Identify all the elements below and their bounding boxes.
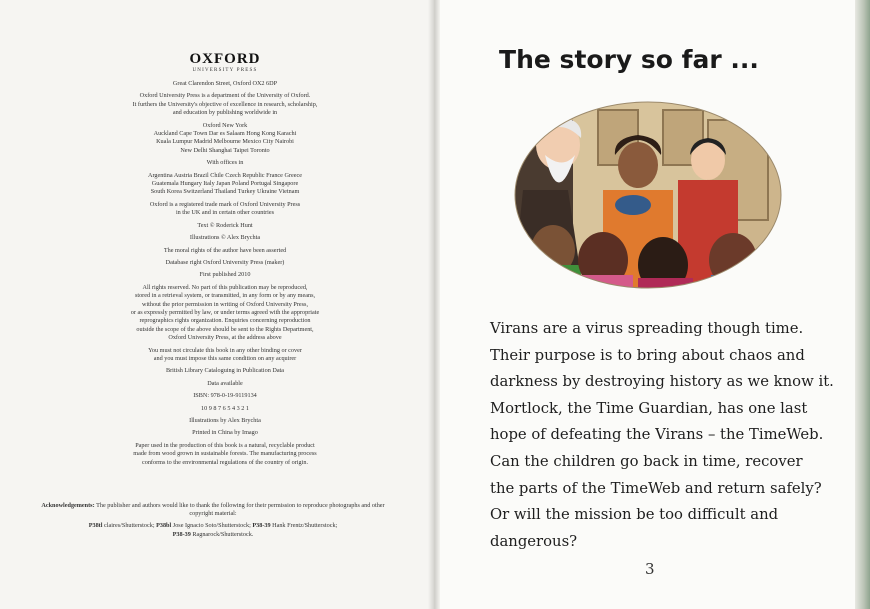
- imprint-line: Kuala Lumpur Madrid Melbourne Mexico City Nairobi: [156, 138, 294, 146]
- story-title: The story so far ...: [499, 45, 759, 74]
- imprint-paragraph: [60, 284, 390, 343]
- imprint-line: ISBN: 978-0-19-9119134: [193, 392, 257, 400]
- imprint-paragraph: [60, 172, 390, 197]
- imprint-line: without the prior permission in writing of Oxford University Press,: [141, 300, 308, 308]
- page-number: 3: [645, 560, 655, 578]
- imprint-line: You must not circulate this book in any other binding or cover: [148, 346, 302, 354]
- imprint-line: Illustrations by Alex Brychta: [189, 417, 261, 424]
- story-text: [490, 316, 834, 555]
- credit-ref: P38tl: [88, 522, 103, 530]
- imprint-line: New Delhi Shanghai Taipei Toronto: [180, 146, 270, 154]
- story-line: the parts of the TimeWeb and return safely?: [490, 479, 822, 497]
- imprint-line: Oxford University Press is a department of the University of Oxford.: [139, 92, 311, 100]
- imprint-line: Database right Oxford University Press (maker): [165, 258, 285, 266]
- imprint-line: Oxford University Press, at the address above: [168, 334, 282, 342]
- story-line: Or will the mission be too difficult and: [490, 506, 779, 524]
- imprint-line: South Korea Switzerland Thailand Turkey Ukraine Vietnam: [150, 188, 300, 196]
- acknowledgements-label: Acknowledgements:: [41, 502, 95, 509]
- credit-text: claires/Shutterstock;: [104, 522, 155, 530]
- imprint-line: reprographics rights organization. Enquiries concerning reproduction: [139, 317, 311, 325]
- page-edge: [855, 0, 870, 609]
- imprint-block: [60, 52, 390, 471]
- left-page-imprint: [0, 0, 434, 609]
- imprint-line: or as expressly permitted by law, or under terms agreed with the appropriate: [130, 308, 320, 316]
- imprint-line: Guatemala Hungary Italy Japan Poland Portugal Singapore: [151, 180, 299, 188]
- imprint-line: Data available: [207, 379, 243, 387]
- imprint-line: Oxford New York: [202, 121, 248, 129]
- imprint-line: Oxford is a registered trade mark of Oxford University Press: [149, 200, 301, 208]
- imprint-paragraph: [60, 92, 390, 117]
- story-line: Can the children go back in time, recover: [490, 452, 803, 470]
- imprint-line: The moral rights of the author have been asserted: [163, 246, 287, 254]
- credit-text: Hank Frentz/Shutterstock;: [272, 522, 338, 530]
- credit-text: Jose Ignacio Soto/Shutterstock;: [172, 522, 251, 530]
- photo-credits: [38, 522, 388, 538]
- imprint-line: British Library Cataloguing in Publication Data: [165, 367, 285, 375]
- publisher-logo-sub: UNIVERSITY PRESS: [192, 68, 258, 73]
- book-gutter: [428, 0, 440, 609]
- imprint-line: in the UK and in certain other countries: [175, 209, 275, 217]
- imprint-line: Illustrations © Alex Brychta: [189, 234, 261, 242]
- imprint-paragraph: [60, 122, 390, 156]
- story-line: hope of defeating the Virans – the TimeWeb.: [490, 426, 824, 444]
- story-line: Their purpose is to bring about chaos and: [490, 346, 805, 364]
- story-illustration: [513, 100, 783, 290]
- imprint-line: With offices in: [206, 159, 244, 167]
- publisher-logo: OXFORD: [189, 51, 261, 67]
- imprint-line: conforms to the environmental regulations of the country of origin.: [142, 458, 308, 466]
- story-line: Mortlock, the Time Guardian, has one last: [490, 399, 808, 417]
- credit-ref: P38bl: [156, 522, 172, 530]
- credit-ref: P38-39: [252, 522, 271, 530]
- acknowledgements-text: [38, 502, 388, 518]
- imprint-line: made from wood grown in sustainable forests. The manufacturing process: [133, 450, 317, 458]
- imprint-line: First published 2010: [199, 271, 251, 279]
- imprint-line: Great Clarendon Street, Oxford OX2 6DP: [172, 80, 278, 87]
- imprint-line: and education by publishing worldwide in: [172, 109, 278, 117]
- story-line: Virans are a virus spreading though time.: [490, 320, 804, 337]
- acknowledgements-body: The publisher and authors would like to thank the following for their permission to reproduce photographs and other copyright material:: [96, 502, 385, 518]
- imprint-line: All rights reserved. No part of this publication may be reproduced,: [142, 283, 308, 291]
- story-line: dangerous?: [490, 532, 578, 550]
- imprint-line: outside the scope of the above should be sent to the Rights Department,: [136, 325, 314, 333]
- imprint-line: and you must impose this same condition on any acquirer: [153, 354, 297, 362]
- imprint-line: Auckland Cape Town Dar es Salaam Hong Kong Karachi: [153, 130, 297, 138]
- imprint-paragraph: [60, 201, 390, 218]
- imprint-line: 10 9 8 7 6 5 4 3 2 1: [201, 404, 249, 412]
- imprint-line: Argentina Austria Brazil Chile Czech Republic France Greece: [147, 171, 302, 179]
- imprint-line: Text © Roderick Hunt: [197, 221, 253, 229]
- imprint-line: It furthers the University's objective of excellence in research, scholarship,: [132, 100, 318, 108]
- acknowledgements-block: [38, 502, 388, 543]
- imprint-line: Printed in China by Imago: [192, 429, 258, 437]
- credit-text: Ragnarock/Shutterstock.: [192, 530, 254, 538]
- imprint-line: stored in a retrieval system, or transmitted, in any form or by any means,: [134, 292, 316, 300]
- imprint-paragraph: [60, 347, 390, 364]
- credit-ref: P38-39: [172, 530, 191, 538]
- imprint-line: Paper used in the production of this book is a natural, recyclable product: [135, 441, 315, 449]
- story-line: darkness by destroying history as we know it.: [490, 373, 834, 391]
- imprint-paragraph: [60, 442, 390, 467]
